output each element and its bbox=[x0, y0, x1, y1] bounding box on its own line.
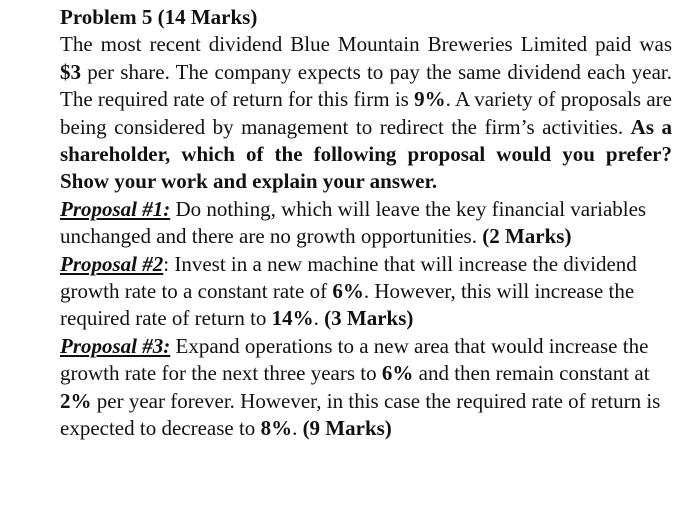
document bbox=[60, 4, 672, 443]
problem-title: Problem 5 (14 Marks) bbox=[60, 5, 258, 29]
problem-intro-run-4: . A variety of proposals are being considered by management to redirect the firm’s activities. bbox=[60, 87, 672, 139]
proposal-3-text-run-2: and then remain constant at bbox=[413, 361, 650, 386]
proposal-3-text-run-6: . bbox=[292, 416, 303, 441]
proposal-2 bbox=[60, 251, 672, 333]
problem-intro-run-0: The most recent dividend Blue Mountain Breweries Limited paid was bbox=[60, 32, 672, 57]
problem-intro-run-1: $3 bbox=[60, 59, 81, 84]
proposal-3-text-run-3: 2% bbox=[60, 388, 92, 413]
proposal-1-text-run-0: Do nothing, which will leave the key financial variables unchanged and there are no growth opportunities. bbox=[60, 196, 647, 249]
proposal-2-text-run-5: (3 Marks) bbox=[324, 306, 414, 331]
proposal-1-text-run-1: (2 Marks) bbox=[482, 224, 572, 249]
problem-intro bbox=[60, 31, 672, 195]
proposal-1 bbox=[60, 196, 672, 251]
proposal-2-label: Proposal #2 bbox=[60, 251, 164, 276]
problem-intro-run-5: As a shareholder, which of the following proposal would you prefer? Show your work and explain your answer. bbox=[60, 114, 673, 194]
proposal-3-text-run-5: 8% bbox=[260, 416, 293, 441]
proposal-3-text-run-4: per year forever. However, in this case the required rate of return is expected to decrease to bbox=[60, 388, 661, 441]
proposal-3-label: Proposal #3: bbox=[60, 333, 171, 358]
proposal-3-text-run-0: Expand operations to a new area that would increase the growth rate for the next three years to bbox=[60, 333, 649, 386]
proposal-3-text-run-7: (9 Marks) bbox=[302, 416, 392, 441]
proposal-2-text-run-2: . However, this will increase the required rate of return to bbox=[60, 279, 635, 331]
proposal-2-text-run-1: 6% bbox=[332, 279, 364, 304]
problem-intro-run-3: 9% bbox=[414, 87, 446, 112]
proposal-2-text-run-4: . bbox=[313, 306, 325, 331]
proposal-2-text-run-0: : Invest in a new machine that will increase the dividend growth rate to a constant rate of bbox=[60, 251, 637, 304]
proposal-1-label: Proposal #1: bbox=[60, 196, 171, 221]
proposal-3-text-run-1: 6% bbox=[381, 361, 414, 386]
proposal-3 bbox=[60, 333, 672, 443]
problem-intro-run-2: per share. The company expects to pay the same dividend each year. The required rate of return for this firm is bbox=[60, 59, 672, 112]
proposal-2-text-run-3: 14% bbox=[271, 306, 314, 331]
